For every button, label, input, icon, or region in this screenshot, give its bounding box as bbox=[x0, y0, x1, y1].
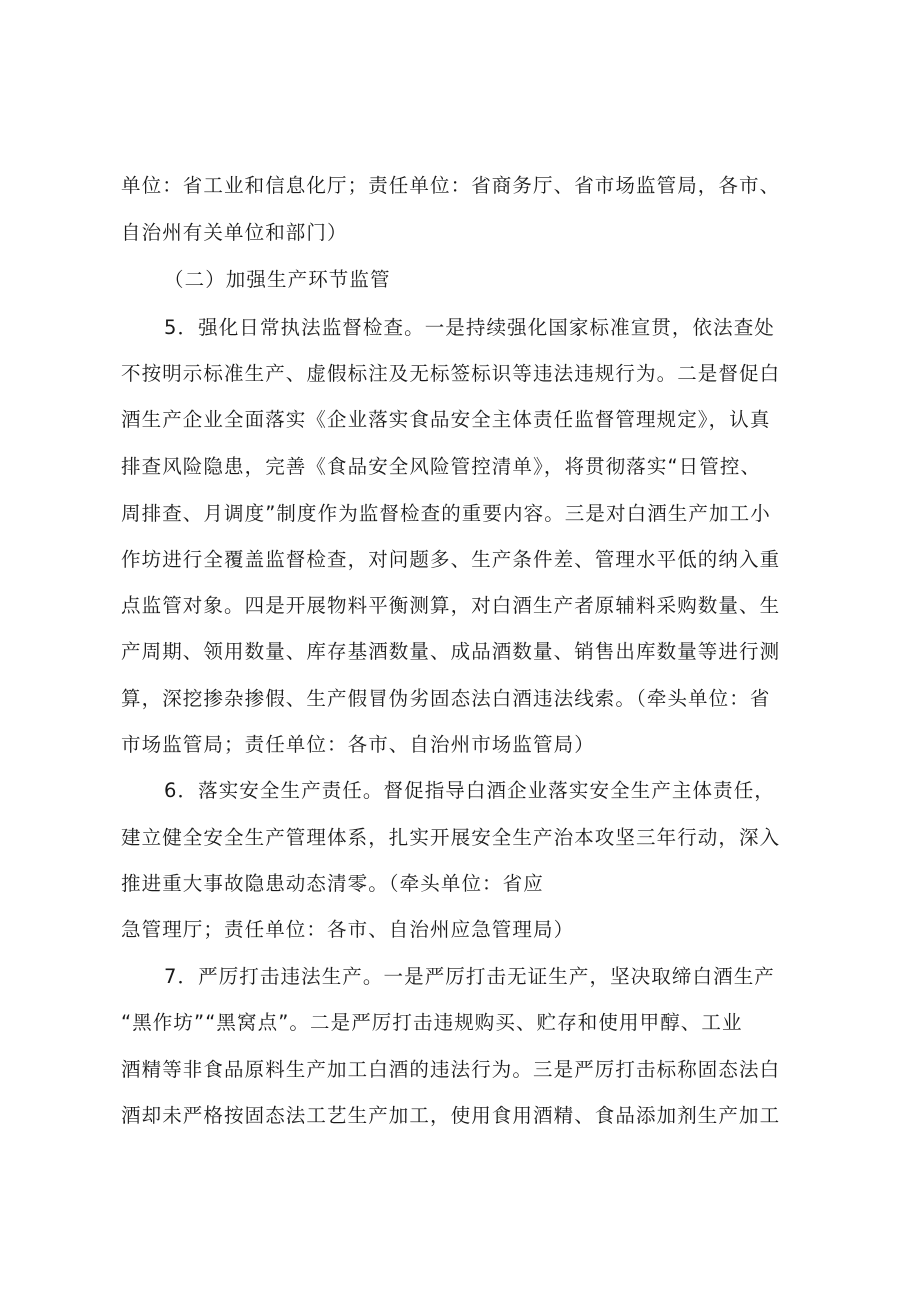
text-line-10: 点监管对象。四是开展物料平衡测算，对白酒生产者原辅料采购数量、生 bbox=[121, 594, 781, 617]
text-line-19: “黑作坊”“黑窝点”。二是严厉打击违规购买、贮存和使用甲醇、工业 bbox=[121, 1011, 743, 1034]
item-6-heading-line: 6．落实安全生产责任。督促指导白酒企业落实安全生产主体责任， bbox=[164, 779, 775, 802]
item-7-heading-line: 7．严厉打击违法生产。一是严厉打击无证生产，坚决取缔白酒生产 bbox=[164, 965, 775, 988]
text-line-12: 算，深挖掺杂掺假、生产假冒伪劣固态法白酒违法线索。（牵头单位：省 bbox=[121, 687, 771, 710]
section-heading: （二）加强生产环节监管 bbox=[164, 268, 391, 291]
text-line-13: 市场监管局；责任单位：各市、自治州市场监管局） bbox=[121, 733, 595, 756]
text-line-16: 推进重大事故隐患动态清零。（牵头单位：省应 bbox=[121, 872, 544, 895]
text-line-7: 排查风险隐患，完善《食品安全风险管控清单》，将贯彻落实“日管控、 bbox=[121, 455, 762, 478]
text-line-11: 产周期、领用数量、库存基酒数量、成品酒数量、销售出库数量等进行测 bbox=[121, 640, 781, 663]
text-line-8: 周排查、月调度”制度作为监督检查的重要内容。三是对白酒生产加工小 bbox=[121, 502, 771, 525]
text-line-2: 自治州有关单位和部门） bbox=[121, 221, 348, 244]
item-5-heading-line: 5．强化日常执法监督检查。一是持续强化国家标准宣贯，依法查处 bbox=[164, 316, 775, 339]
text-line-21: 酒却未严格按固态法工艺生产加工，使用食用酒精、食品添加剂生产加工 bbox=[121, 1104, 781, 1127]
text-line-15: 建立健全安全生产管理体系，扎实开展安全生产治本攻坚三年行动，深入 bbox=[121, 826, 781, 849]
text-line-5: 不按明示标准生产、虚假标注及无标签标识等违法违规行为。二是督促白 bbox=[121, 362, 781, 385]
text-line-17: 急管理厅；责任单位：各市、自治州应急管理局） bbox=[121, 918, 575, 941]
text-line-1: 单位：省工业和信息化厅；责任单位：省商务厅、省市场监管局，各市、 bbox=[121, 174, 781, 197]
text-line-20: 酒精等非食品原料生产加工白酒的违法行为。三是严厉打击标称固态法白 bbox=[121, 1058, 781, 1081]
text-line-6: 酒生产企业全面落实《企业落实食品安全主体责任监督管理规定》，认真 bbox=[121, 408, 771, 431]
text-line-9: 作坊进行全覆盖监督检查，对问题多、生产条件差、管理水平低的纳入重 bbox=[121, 548, 781, 571]
